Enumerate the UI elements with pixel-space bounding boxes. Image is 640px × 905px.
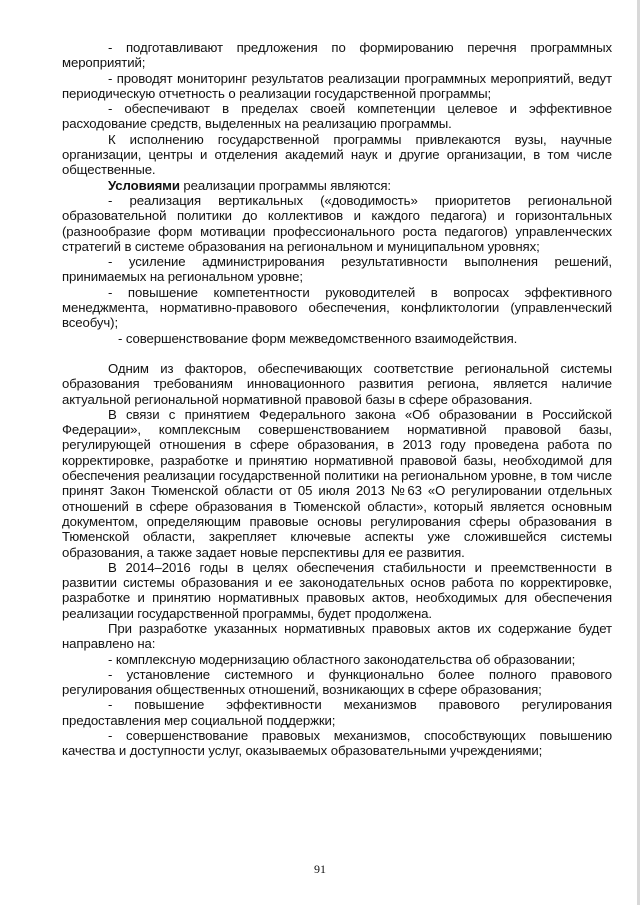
paragraph-funds: - обеспечивают в пределах своей компетенции целевое и эффективное расходование средств, выделенных на реализацию программы. <box>62 101 612 132</box>
condition-item: - реализация вертикальных («доводимость» приоритетов региональной образовательной политики до коллективов и каждого педагога) и горизонтальных (разнообразие форм мотивации профессионального роста педагогов) управленческих стратегий в системе образования на региональном и муниципальном уровнях; <box>62 192 612 254</box>
page-number: 91 <box>314 862 326 876</box>
paragraph-content-direction: При разработке указанных нормативных правовых актов их содержание будет направлено на: <box>62 620 612 652</box>
condition-item: - повышение компетентности руководителей в вопросах эффективного менеджмента, нормативно-правового обеспечения, конфликтологии (управленческий всеобуч); <box>62 284 612 331</box>
condition-item: - совершенствование форм межведомственного взаимодействия. <box>118 330 518 346</box>
paragraph-factors: Одним из факторов, обеспечивающих соответствие региональной системы образования требованиям инновационного развития региона, является наличие актуальной региональной нормативной правовой базы в сфере образования. <box>62 360 612 407</box>
conditions-heading <box>62 178 612 193</box>
conditions-heading-bold: Условиями <box>108 177 180 193</box>
paragraph-participants: К исполнению государственной программы привлекаются вузы, научные организации, центры и отделения академий наук и другие организации, в том числе общественные. <box>62 131 612 178</box>
condition-item: - усиление администрирования результативности выполнения решений, принимаемых на региональном уровне; <box>62 254 612 285</box>
paragraph-gap <box>62 346 612 361</box>
conditions-heading-rest: реализации программы являются: <box>179 177 391 193</box>
direction-item: - совершенствование правовых механизмов, способствующих повышению качества и доступности услуг, оказываемых образовательными учреждениями; <box>62 728 612 759</box>
paragraph-monitoring: - проводят мониторинг результатов реализации программных мероприятий, ведут периодическую отчетность о реализации государственной программы; <box>62 70 612 101</box>
direction-item: - комплексную модернизацию областного законодательства об образовании; <box>108 651 576 667</box>
paragraph-federal-law: В связи с принятием Федерального закона «Об образовании в Российской Федерации», комплексным совершенствованием нормативной правовой базы, регулирующей отношения в сфере образования, в 2013 году проведена работа по корректировке, разработке и принятию нормативной правовой базы, необходимой для обеспечения реализации государственной политики на региональном уровне, в том числе принят Закон Тюменской области от 05 июля 2013 №63 «О регулировании отдельных отношений в сфере образования в Тюменской области», который является основным документом, определяющим правовые основы регулирования сферы образования в Тюменской области, закрепляет ключевые аспекты уже сложившейся системы образования, а также задает новые перспективы для ее развития. <box>62 406 612 560</box>
paragraph-2014-2016: В 2014–2016 годы в целях обеспечения стабильности и преемственности в развитии системы образования и ее законодательных основ работа по корректировке, разработке и принятию нормативных правовых актов, необходимых для обеспечения реализации государственной программы, будет продолжена. <box>62 559 612 621</box>
direction-item: - установление системного и функционально более полного правового регулирования общественных отношений, возникающих в сфере образования; <box>62 666 612 698</box>
paragraph-proposals: - подготавливают предложения по формированию перечня программных мероприятий; <box>62 40 612 71</box>
direction-item: - повышение эффективности механизмов правового регулирования предоставления мер социальной поддержки; <box>62 697 612 728</box>
